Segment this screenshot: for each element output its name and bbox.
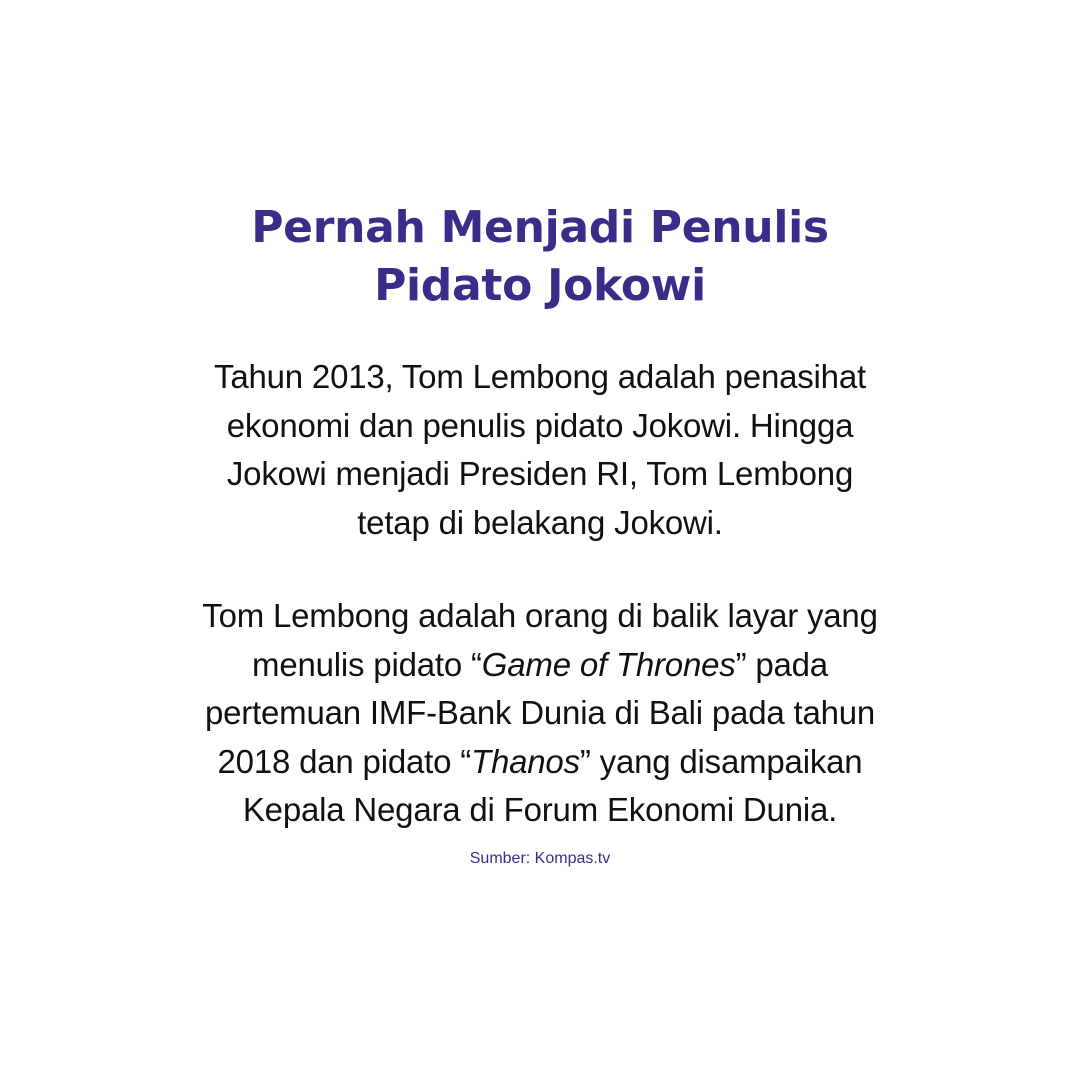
title-line-1: Pernah Menjadi Penulis <box>251 202 829 253</box>
paragraph-2-line-2 <box>90 641 990 690</box>
paragraph-2-line-3: pertemuan IMF-Bank Dunia di Bali pada tahun <box>204 694 876 731</box>
source-credit: Sumber: Kompas.tv <box>469 850 611 867</box>
paragraph-2 <box>90 592 990 835</box>
paragraph-1-line-2: ekonomi dan penulis pidato Jokowi. Hingga <box>226 406 854 444</box>
paragraph-1 <box>90 353 990 547</box>
paragraph-1-line-3: Jokowi menjadi Presiden RI, Tom Lembong <box>226 455 854 492</box>
paragraph-2-line-1: Tom Lembong adalah orang di balik layar yang <box>202 597 878 634</box>
paragraph-2-line-4-before: 2018 dan pidato “ <box>217 742 472 780</box>
speech-title-thanos: Thanos <box>471 742 580 780</box>
paragraph-2-line-4-after: ” yang disampaikan <box>579 742 863 780</box>
paragraph-2-line-2-after: ” pada <box>735 645 828 683</box>
page-title <box>90 199 990 315</box>
title-line-2: Pidato Jokowi <box>374 260 706 311</box>
paragraph-2-line-2-before: menulis pidato “ <box>252 645 482 683</box>
paragraph-1-line-1: Tahun 2013, Tom Lembong adalah penasihat <box>214 358 866 395</box>
paragraph-1-line-4: tetap di belakang Jokowi. <box>357 503 723 541</box>
paragraph-2-line-4 <box>90 738 990 787</box>
speech-title-game-of-thrones: Game of Thrones <box>481 645 736 683</box>
paragraph-2-line-5: Kepala Negara di Forum Ekonomi Dunia. <box>242 791 838 828</box>
